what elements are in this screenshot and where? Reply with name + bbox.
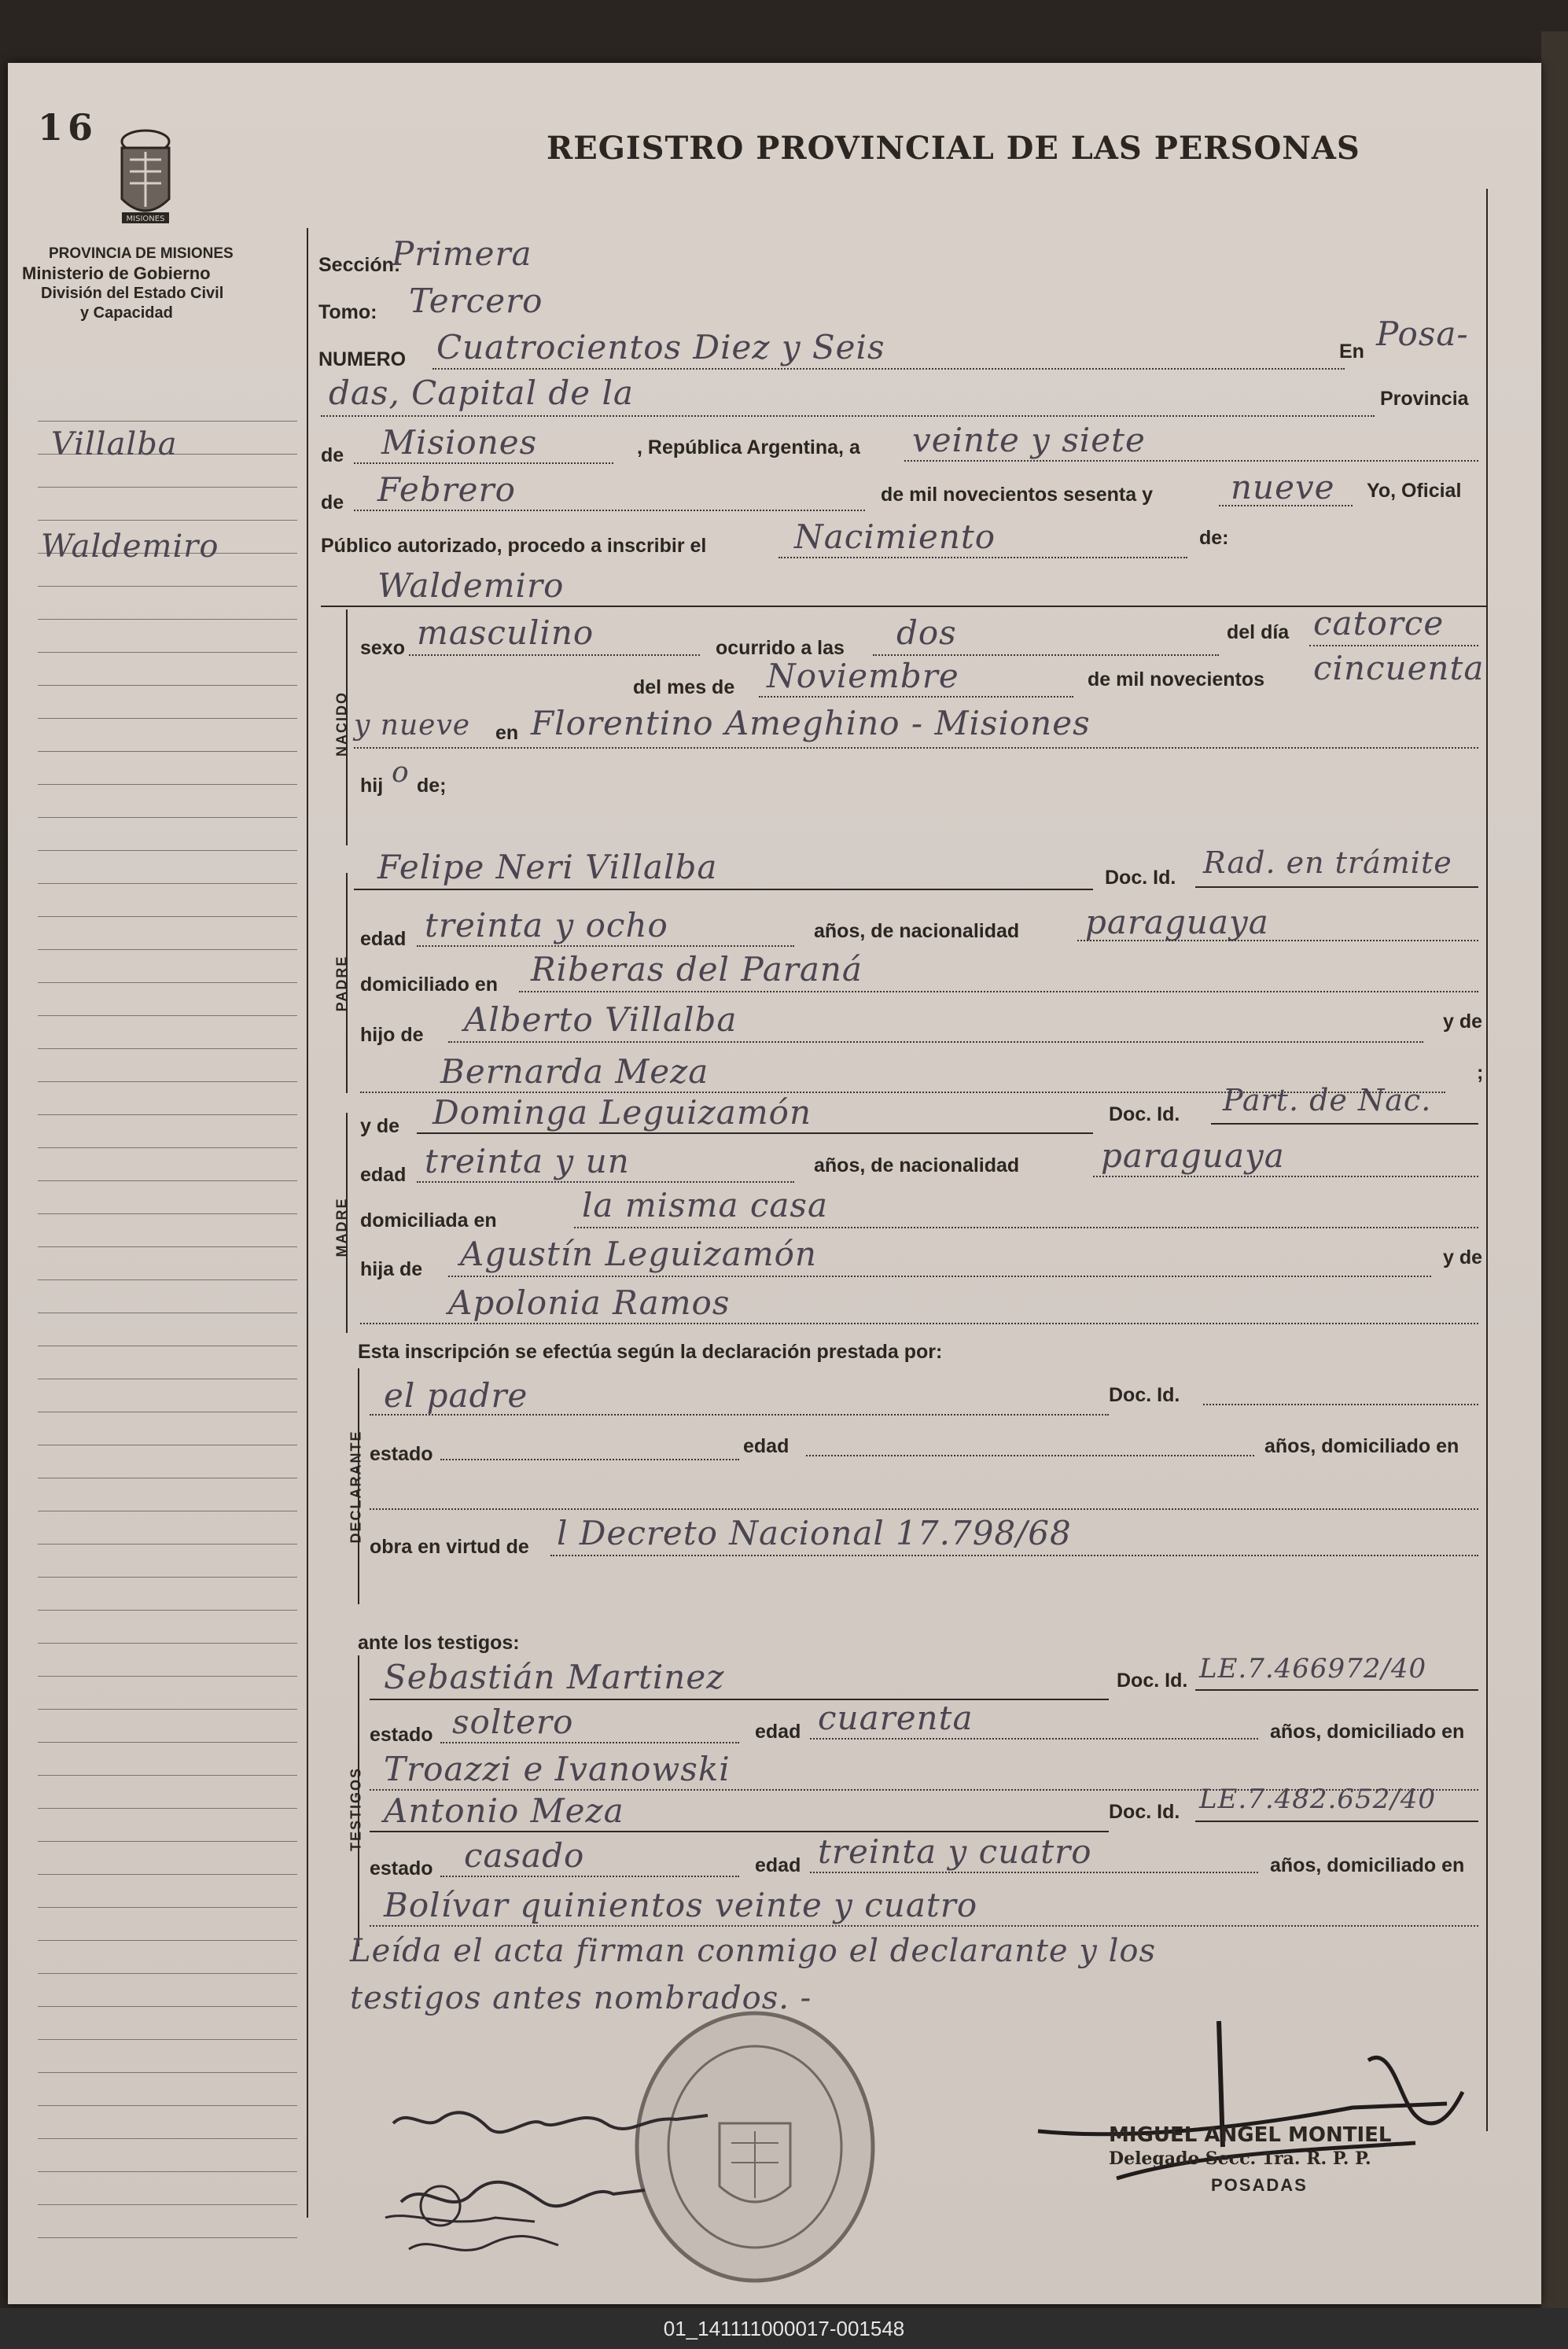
rule-testigo1-edad [810,1738,1258,1740]
closing-line-1: Leída el acta firman conmigo el declarante y los [350,1933,1157,1969]
rule-sexo [409,654,700,656]
field-lugar-1: Posa- [1376,315,1469,353]
rule-padre-edad [417,945,794,947]
field-seccion: Primera [392,234,532,273]
officer-signature [1022,2013,1478,2202]
margin-rule-line [38,2237,297,2238]
field-madre-hija-de-2: Apolonia Ramos [448,1283,731,1322]
margin-rule-line [38,2072,297,2073]
label-ante-testigos: ante los testigos: [358,1632,520,1654]
field-anio-nac-2: y nueve [354,709,471,742]
rule-testigo2-estado [440,1876,739,1877]
field-testigo1-estado: soltero [452,1703,574,1741]
margin-rule-line [38,1940,297,1941]
label-de-mes: de [321,492,344,514]
field-provincia: Misiones [381,423,538,462]
field-testigo2-estado: casado [464,1836,585,1875]
label-padre-semicolon: ; [1477,1062,1484,1084]
label-declarante-doc: Doc. Id. [1109,1384,1180,1406]
padre-nombre-line [354,889,1093,890]
margin-rule-line [38,2006,297,2007]
testigo1-doc-line [1195,1689,1478,1691]
field-lugar-2: das, Capital de la [329,374,634,412]
label-testigo2-doc: Doc. Id. [1109,1801,1180,1823]
margin-rule-line [38,1841,297,1842]
margin-rule-line [38,1147,297,1148]
testigo1-nombre-line [370,1699,1109,1700]
field-testigo2-domicilio: Bolívar quinientos veinte y cuatro [384,1886,978,1924]
nombre-line [321,606,1486,607]
margin-rule-line [38,1643,297,1644]
field-testigo1-domicilio: Troazzi e Ivanowski [384,1750,731,1788]
rule-madre-hija-2 [360,1323,1478,1324]
margin-rule-line [38,1114,297,1115]
rule-hora [873,654,1219,656]
section-testigos: TESTIGOS [348,1767,364,1852]
margin-rule-line [38,949,297,950]
field-padre-nombre: Felipe Neri Villalba [377,848,718,886]
declarant-and-witness-signatures [377,2092,739,2281]
field-sexo: masculino [417,613,594,652]
margin-rule-line [38,916,297,917]
label-provincia: Provincia [1380,388,1469,410]
label-publico: Público autorizado, procedo a inscribir el [321,535,707,557]
label-madre-nacionalidad: años, de nacionalidad [814,1154,1020,1176]
label-padre-domicilio: domiciliado en [360,974,499,996]
rule-declarante-dom [370,1508,1478,1510]
rule-lugar-nac [354,747,1478,749]
label-declarante-edad: edad [743,1435,790,1457]
margin-rule-line [38,751,297,752]
field-anio: nueve [1231,468,1335,506]
section-padre: PADRE [333,955,350,1012]
label-madre-edad: edad [360,1164,407,1186]
field-madre-hija-de-1: Agustín Leguizamón [460,1235,817,1273]
label-en-lugar: en [495,722,519,744]
closing-line-2: testigos antes nombrados. - [350,1980,812,2016]
section-madre: MADRE [333,1197,350,1257]
label-en: En [1339,341,1364,363]
margin-rule-line [38,652,297,653]
field-declarante: el padre [384,1376,528,1415]
rule-testigo2-edad [810,1872,1258,1873]
page-title: REGISTRO PROVINCIAL DE LAS PERSONAS [547,130,1360,167]
label-madre-y-de-2: y de [1443,1246,1483,1268]
label-obra: obra en virtud de [370,1536,529,1558]
rule-provincia [354,462,613,464]
officer-title: Delegado Secc. 1ra. R. P. P. [1109,2148,1371,2169]
margin-rule-line [38,1279,297,1280]
margin-rule-line [38,619,297,620]
left-frame-line [307,228,308,2218]
letterhead-capacity: y Capacidad [80,304,173,322]
margin-rule-line [38,2204,297,2205]
label-de-mil: de mil novecientos sesenta y [881,484,1153,506]
label-testigo1-estado: estado [370,1724,433,1746]
rule-acto [778,557,1187,558]
margin-rule-line [38,1775,297,1776]
label-de-colon: de: [1199,527,1229,549]
margin-rule-line [38,1808,297,1809]
field-nombre: Waldemiro [377,566,565,605]
rule-dia-nac [1309,645,1478,646]
margin-rule-line [38,586,297,587]
field-testigo2-edad: treinta y cuatro [818,1832,1092,1871]
letterhead-province: PROVINCIA DE MISIONES [49,245,234,262]
rule-testigo1-estado [440,1742,739,1743]
rule-declarante [370,1414,1109,1416]
rule-padre-dom [519,991,1478,992]
label-yo-oficial: Yo, Oficial [1367,480,1462,502]
binding-gutter [1541,31,1568,2308]
rule-testigo2-dom [370,1925,1478,1927]
field-padre-doc: Rad. en trámite [1203,845,1452,880]
label-padre-doc: Doc. Id. [1105,867,1176,889]
label-hij: hij [360,775,384,797]
margin-rule-line [38,1973,297,1974]
rule-declarante-doc [1203,1404,1478,1405]
field-anio-nac-1: cincuenta [1313,649,1485,687]
field-hora: dos [896,613,957,652]
label-del-mes: del mes de [633,676,735,698]
margin-rule-line [38,850,297,851]
margin-rule-line [38,1544,297,1545]
margin-given-name: Waldemiro [41,528,219,565]
rule-madre-nac [1093,1176,1478,1177]
rule-numero [432,368,1345,370]
letterhead-ministry: Ministerio de Gobierno [22,263,211,283]
margin-rule-line [38,1180,297,1181]
field-testigo1-doc: LE.7.466972/40 [1199,1653,1427,1684]
label-declarante-anos: años, domiciliado en [1264,1435,1459,1457]
rule-declarante-edad [806,1455,1254,1456]
label-esta-inscripcion: Esta inscripción se efectúa según la declaración prestada por: [358,1341,943,1363]
rule-padre-nac [1077,940,1478,941]
field-madre-nacionalidad: paraguaya [1101,1136,1285,1175]
field-dia-nac: catorce [1313,604,1445,642]
margin-rule-line [38,1907,297,1908]
rule-lugar [321,415,1375,417]
margin-rule-line [38,1577,297,1578]
margin-rule-line [38,1709,297,1710]
label-numero: NUMERO [318,348,407,370]
margin-rule-line [38,520,297,521]
label-padre-y-de: y de [1443,1011,1483,1033]
margin-rule-line [38,883,297,884]
section-declarante: DECLARANTE [348,1430,364,1544]
rule-anio [1219,505,1353,506]
label-padre-hijo-de: hijo de [360,1024,424,1046]
madre-doc-line [1211,1123,1478,1125]
field-dia: veinte y siete [912,421,1146,459]
label-sexo: sexo [360,637,405,659]
margin-rule-line [38,1246,297,1247]
margin-rule-line [38,982,297,983]
page-number: 16 [38,106,98,149]
rule-declarante-estado [440,1459,739,1460]
margin-rule-line [38,784,297,785]
civil-registry-page [8,63,1541,2304]
label-madre-hija-de: hija de [360,1258,423,1280]
field-testigo2-nombre: Antonio Meza [384,1791,624,1830]
margin-rule-line [38,1213,297,1214]
field-numero: Cuatrocientos Diez y Seis [436,328,885,366]
field-testigo1-edad: cuarenta [818,1699,974,1737]
margin-rule-line [38,1742,297,1743]
label-testigo2-estado: estado [370,1857,433,1880]
field-mes: Febrero [377,470,516,509]
margin-rule-line [38,1048,297,1049]
rule-madre-edad [417,1181,794,1183]
label-madre-domicilio: domiciliada en [360,1209,497,1232]
label-testigo2-anos: años, domiciliado en [1270,1854,1465,1876]
officer-city: POSADAS [1211,2175,1308,2195]
field-padre-hijo-de-1: Alberto Villalba [464,1000,738,1039]
field-madre-edad: treinta y un [425,1142,630,1180]
label-padre-nacionalidad: años, de nacionalidad [814,920,1020,942]
label-de-mil-nov: de mil novecientos [1088,668,1265,690]
officer-name: MIGUEL ANGEL MONTIEL [1109,2123,1392,2147]
label-seccion: Sección: [318,254,401,276]
crest-label: MISIONES [126,215,165,223]
margin-rule-line [38,685,297,686]
padre-doc-line [1195,886,1478,888]
margin-rule-line [38,2138,297,2139]
field-padre-domicilio: Riberas del Paraná [531,950,863,989]
scan-footer-id: 01_141111000017-001548 [0,2308,1568,2349]
margin-rule-line [38,1015,297,1016]
section-nacido: NACIDO [333,691,350,757]
testigo2-doc-line [1195,1821,1478,1822]
field-hij-suffix: o [392,757,410,789]
field-padre-hijo-de-2: Bernarda Meza [440,1052,709,1091]
label-del-dia: del día [1227,621,1290,643]
margin-rule-line [38,1676,297,1677]
margin-rule-line [38,487,297,488]
field-madre-doc: Part. de Nac. [1223,1083,1432,1117]
field-mes-nac: Noviembre [767,657,959,695]
rule-madre-hija [448,1276,1431,1277]
margin-rule-line [38,2039,297,2040]
madre-nombre-line [417,1132,1093,1134]
margin-rule-line [38,718,297,719]
label-tomo: Tomo: [318,301,377,323]
label-madre-doc: Doc. Id. [1109,1103,1180,1125]
margin-rule-line [38,817,297,818]
field-padre-edad: treinta y ocho [425,906,668,944]
letterhead-division: División del Estado Civil [41,285,224,302]
margin-rule-line [38,2171,297,2172]
margin-rule-line [38,421,297,422]
rule-decreto [550,1555,1478,1556]
rule-madre-dom [574,1227,1478,1228]
rule-mes [354,510,865,511]
rule-padre-hijo [448,1041,1423,1043]
label-testigo1-anos: años, domiciliado en [1270,1721,1465,1743]
label-ocurrido: ocurrido a las [716,637,845,659]
margin-rule-line [38,2105,297,2106]
rule-dia [904,460,1478,462]
field-decreto: l Decreto Nacional 17.798/68 [557,1514,1072,1552]
label-madre-y-de: y de [360,1115,400,1137]
provincial-crest-emblem [106,124,185,234]
field-acto: Nacimiento [794,517,996,556]
field-testigo1-nombre: Sebastián Martinez [384,1658,725,1696]
rule-mes-nac [759,696,1073,698]
field-madre-nombre: Dominga Leguizamón [432,1093,812,1132]
margin-rule-line [38,1610,297,1611]
margin-rule-line [38,1081,297,1082]
field-testigo2-doc: LE.7.482.652/40 [1199,1784,1436,1815]
label-declarante-estado: estado [370,1443,433,1465]
field-lugar-nac: Florentino Ameghino - Misiones [531,704,1091,742]
label-de-semicolon: de; [417,775,447,797]
label-de-provincia: de [321,444,344,466]
label-testigo1-edad: edad [755,1721,801,1743]
field-padre-nacionalidad: paraguaya [1085,903,1269,941]
field-tomo: Tercero [409,282,543,320]
right-frame-line [1486,189,1488,2131]
label-republica: , República Argentina, a [637,436,860,458]
label-padre-edad: edad [360,928,407,950]
label-testigo2-edad: edad [755,1854,801,1876]
margin-surname: Villalba [51,426,178,462]
field-madre-domicilio: la misma casa [582,1186,829,1224]
label-testigo1-doc: Doc. Id. [1117,1670,1188,1692]
margin-rule-line [38,1874,297,1875]
